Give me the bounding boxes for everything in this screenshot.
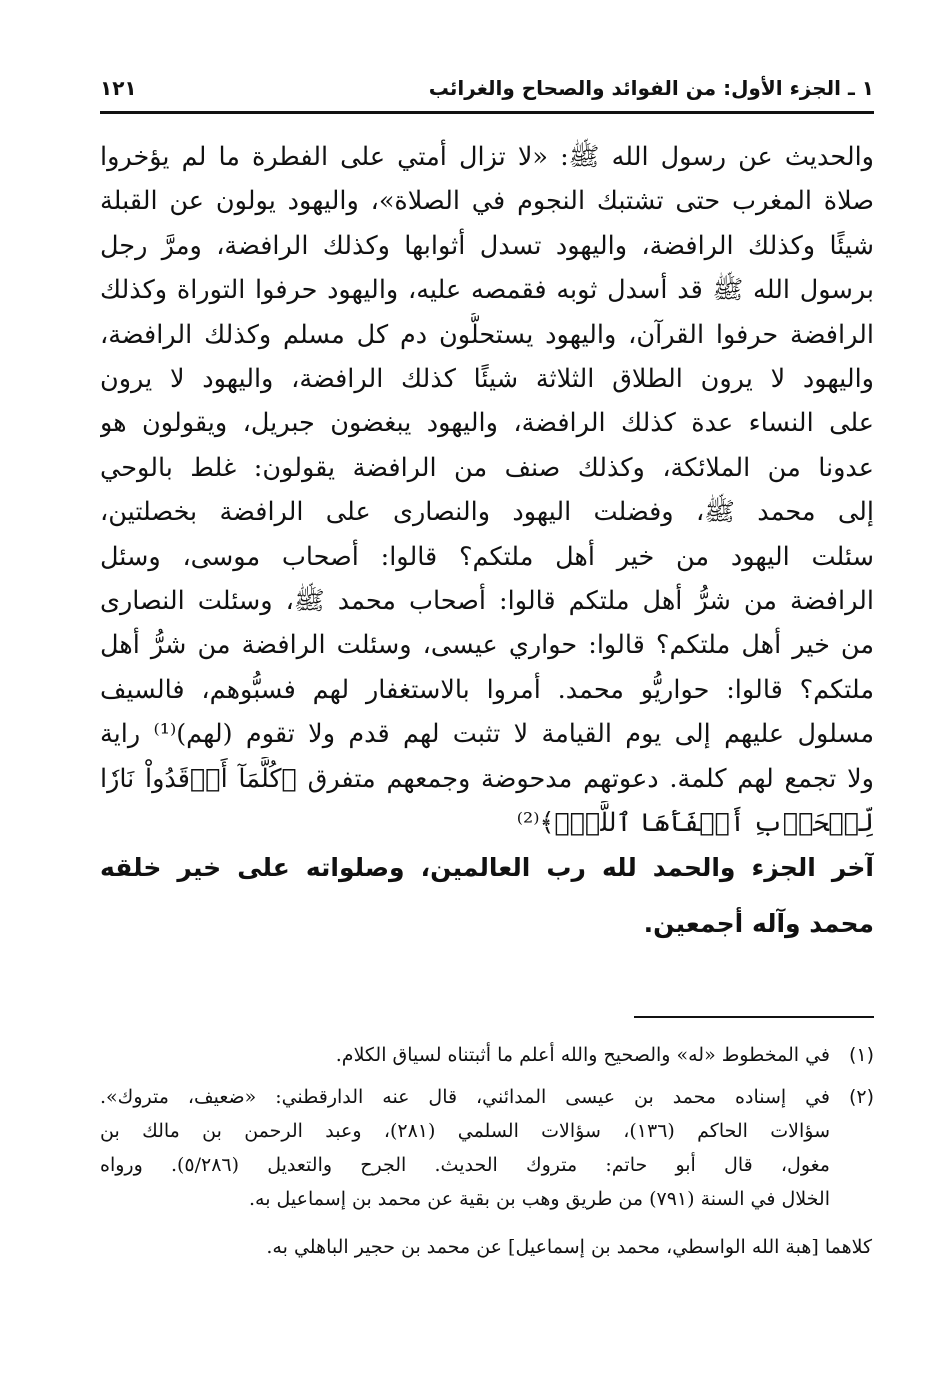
running-header xyxy=(100,70,874,106)
footnote-number: (١) xyxy=(848,1044,874,1066)
text-line: لِّلۡحَرۡبِ أَطۡفَأَهَا ٱللَّهُۚ﴾⁽²⁾ xyxy=(516,808,874,839)
text-line: برسول الله ﷺ قد أسدل ثوبه فقمصه عليه، واليهود حرفوا التوراة وكذلك xyxy=(100,275,874,306)
text-line: ملتكم؟ قالوا: حواريُّو محمد. أمروا بالاستغفار لهم فسبُّوهم، فالسيف xyxy=(100,674,874,705)
footnote-divider xyxy=(634,1016,874,1018)
header-divider xyxy=(100,111,874,114)
footnote-number: (٢) xyxy=(848,1086,874,1108)
footnote-2 xyxy=(100,1080,874,1216)
main-text xyxy=(100,135,874,846)
closing-line: محمد وآله أجمعين. xyxy=(643,909,874,938)
text-line: الرافضة حرفوا القرآن، واليهود يستحلُّون دم كل مسلم وكذلك الرافضة، xyxy=(100,319,874,350)
footnote-line: سؤالات الحاكم (١٣٦)، سؤالات السلمي (٢٨١)، وعبد الرحمن بن مالك بن xyxy=(100,1120,830,1142)
text-line: والحديث عن رسول الله ﷺ: «لا تزال أمتي على الفطرة ما لم يؤخروا xyxy=(100,142,874,172)
footnote-line: في المخطوط «له» والصحيح والله أعلم ما أثبتناه لسياق الكلام. xyxy=(335,1044,830,1066)
closing-line: آخر الجزء والحمد لله رب العالمين، وصلواته على خير خلقه xyxy=(100,853,874,882)
header-title: ١ ـ الجزء الأول: من الفوائد والصحاح والغرائب xyxy=(428,76,874,100)
footnote-line: الخلال في السنة (٧٩١) من طريق وهب بن بقية عن محمد بن إسماعيل به. xyxy=(248,1188,830,1210)
page-number: ١٢١ xyxy=(100,76,137,100)
text-line: من خير أهل ملتكم؟ قالوا: حواري عيسى، وسئلت الرافضة من شرُّ أهل xyxy=(100,630,874,661)
footnotes xyxy=(100,1038,874,1264)
footnote-text xyxy=(100,1038,830,1072)
footnote-continuation: كلاهما [هبة الله الواسطي، محمد بن إسماعيل] عن محمد بن حجير الباهلي به. xyxy=(266,1236,872,1258)
text-line: شيئًا وكذلك الرافضة، واليهود تسدل أثوابها وكذلك الرافضة، ومرَّ رجل xyxy=(100,230,874,261)
text-line: عدونا من الملائكة، وكذلك صنف من الرافضة يقولون: غلط بالوحي xyxy=(100,452,874,483)
footnote-1 xyxy=(100,1038,874,1072)
text-line: مسلول عليهم إلى يوم القيامة لا تثبت لهم قدم ولا تقوم (لهم)⁽¹⁾ راية xyxy=(100,719,874,750)
closing-statement xyxy=(100,840,874,952)
footnote-text xyxy=(100,1080,830,1216)
text-line: صلاة المغرب حتى تشتبك النجوم في الصلاة»، واليهود يولون عن القبلة xyxy=(100,186,874,217)
text-line: على النساء عدة كذلك الرافضة، واليهود يبغضون جبريل، ويقولون هو xyxy=(100,408,874,439)
text-line: واليهود لا يرون الطلاق الثلاثة شيئًا كذلك الرافضة، واليهود لا يرون xyxy=(100,364,874,395)
footnote-line: في إسناده محمد بن عيسى المدائني، قال عنه الدارقطني: «ضعيف، متروك». xyxy=(100,1086,830,1108)
text-line: إلى محمد ﷺ، وفضلت اليهود والنصارى على الرافضة بخصلتين، xyxy=(100,497,874,528)
text-line: ولا تجمع لهم كلمة. دعوتهم مدحوضة وجمعهم متفرق ﴿كُلَّمَآ أَوۡقَدُواْ نَارٗا xyxy=(100,763,874,794)
text-line: سئلت اليهود من خير أهل ملتكم؟ قالوا: أصحاب موسى، وسئل xyxy=(100,541,874,572)
text-line: الرافضة من شرُّ أهل ملتكم قالوا: أصحاب محمد ﷺ، وسئلت النصارى xyxy=(100,586,874,617)
footnote-line: مغول، قال أبو حاتم: متروك الحديث. الجرح والتعديل (٥/٢٨٦). ورواه xyxy=(100,1154,830,1176)
